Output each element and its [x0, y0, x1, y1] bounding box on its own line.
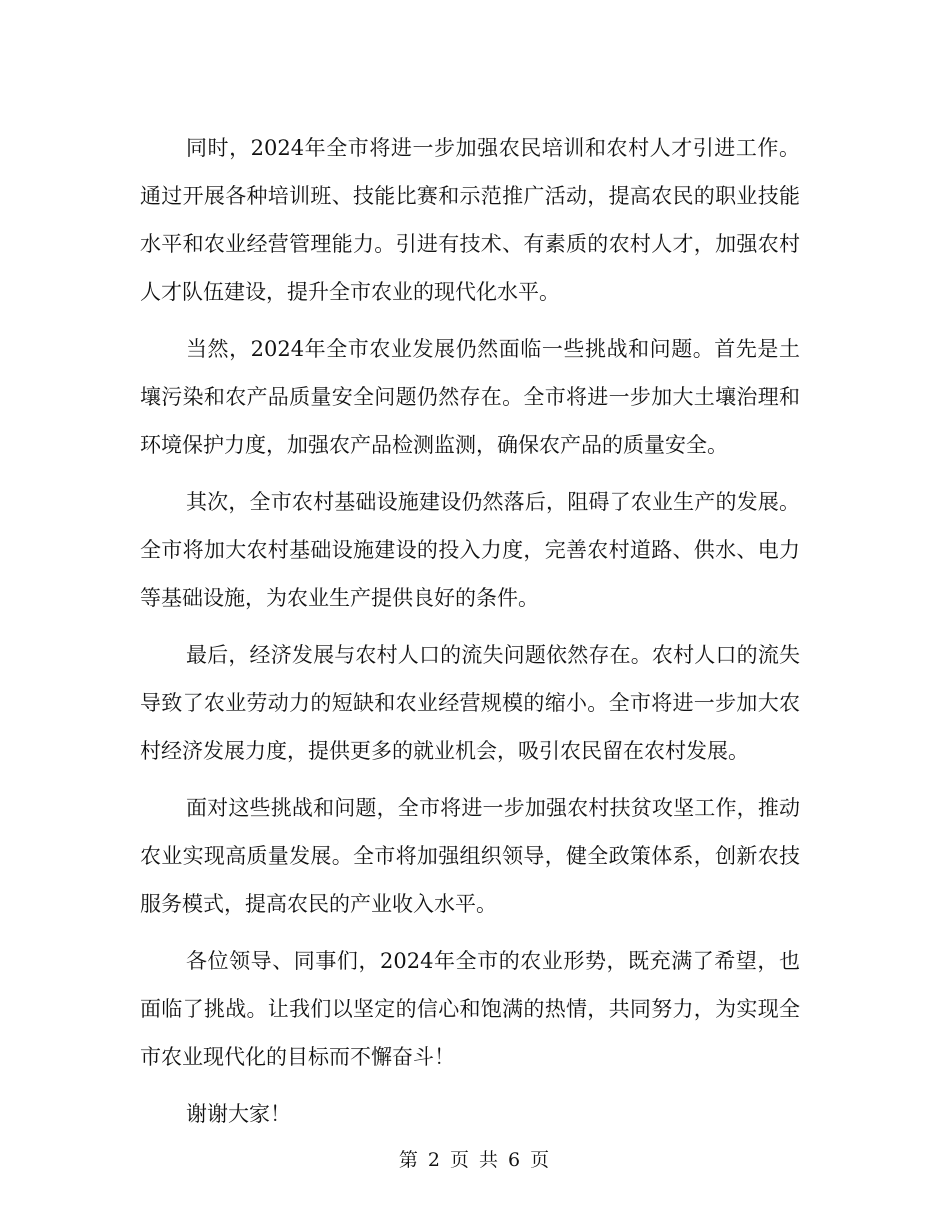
paragraph-population-loss: 最后，经济发展与农村人口的流失问题依然存在。农村人口的流失导致了农业劳动力的短缺和农业经营规模的缩小。全市将进一步加大农村经济发展力度，提供更多的就业机会，吸引农民留在农村发展。: [140, 643, 800, 763]
paragraph-challenges-soil: 当然，2024年全市农业发展仍然面临一些挑战和问题。首先是土壤污染和农产品质量安全问题仍然存在。全市将进一步加大土壤治理和环境保护力度，加强农产品检测监测，确保农产品的质量安全。: [140, 337, 800, 457]
paragraph-closing-appeal: 各位领导、同事们，2024年全市的农业形势，既充满了希望，也面临了挑战。让我们以坚定的信心和饱满的热情，共同努力，为实现全市农业现代化的目标而不懈奋斗！: [140, 949, 800, 1069]
paragraph-infrastructure: 其次，全市农村基础设施建设仍然落后，阻碍了农业生产的发展。全市将加大农村基础设施建设的投入力度，完善农村道路、供水、电力等基础设施，为农业生产提供良好的条件。: [140, 490, 800, 610]
paragraph-thanks: 谢谢大家！: [186, 1102, 291, 1126]
document-body: [140, 124, 800, 1147]
paragraph-poverty-alleviation: 面对这些挑战和问题，全市将进一步加强农村扶贫攻坚工作，推动农业实现高质量发展。全市将加强组织领导，健全政策体系，创新农技服务模式，提高农民的产业收入水平。: [140, 796, 800, 916]
paragraph-talent-training: 同时，2024年全市将进一步加强农民培训和农村人才引进工作。通过开展各种培训班、技能比赛和示范推广活动，提高农民的职业技能水平和农业经营管理能力。引进有技术、有素质的农村人才，加强农村人才队伍建设，提升全市农业的现代化水平。: [140, 136, 800, 304]
page-number-label: 第 2 页 共 6 页: [398, 1149, 552, 1171]
page-footer: [0, 1146, 950, 1174]
